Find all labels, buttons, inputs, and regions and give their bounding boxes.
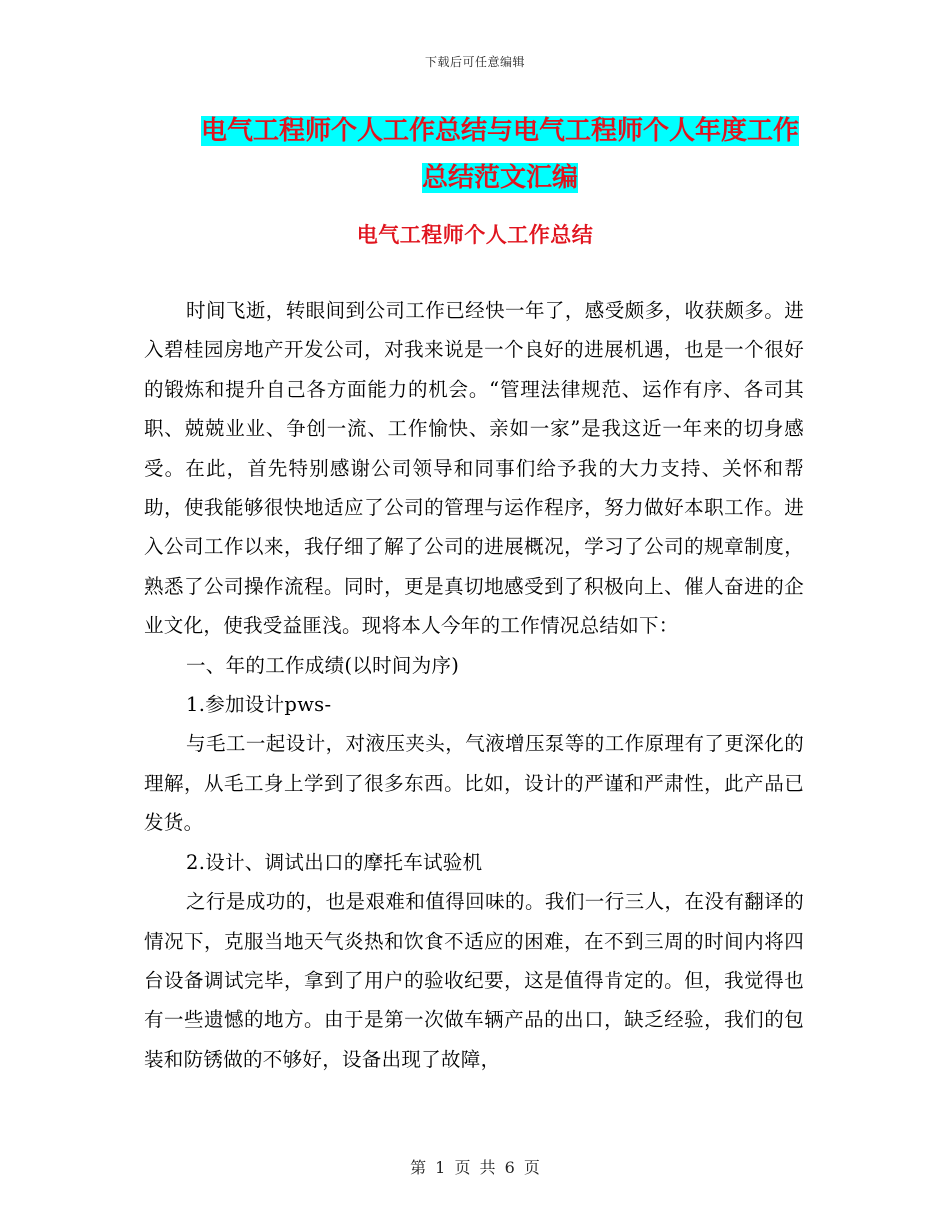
paragraph-item-2-heading: 2.设计、调试出口的摩托车试验机 <box>186 850 483 874</box>
section-title: 电气工程师个人工作总结 <box>356 223 594 247</box>
header-note: 下载后可任意编辑 <box>424 55 525 69</box>
paragraph-item-1-body: 与毛工一起设计，对液压夹头，气液增压泵等的工作原理有了更深化的理解，从毛工身上学到了很多东西。比如，设计的严谨和严肃性，此产品已发货。 <box>144 732 804 835</box>
paragraph-item-2-body: 之行是成功的，也是艰难和值得回味的。我们一行三人，在没有翻译的情况下，克服当地天气炎热和饮食不适应的困难，在不到三周的时间内将四台设备调试完毕，拿到了用户的验收纪要，这是值得肯定的。但，我觉得也有一些遗憾的地方。由于是第一次做车辆产品的出口，缺乏经验，我们的包装和防锈做的不够好，设备出现了故障， <box>144 890 804 1071</box>
document-title <box>190 108 810 202</box>
page-number: 第 1 页 共 6 页 <box>410 1158 540 1177</box>
paragraph-intro: 时间飞逝，转眼间到公司工作已经快一年了，感受颇多，收获颇多。进入碧桂园房地产开发公司，对我来说是一个良好的进展机遇，也是一个很好的锻炼和提升自己各方面能力的机会。“管理法律规范、运作有序、各司其职、兢兢业业、争创一流、工作愉快、亲如一家”是我这近一年来的切身感受。在此，首先特别感谢公司领导和同事们给予我的大力支持、关怀和帮助，使我能够很快地适应了公司的管理与运作程序，努力做好本职工作。进入公司工作以来，我仔细了解了公司的进展概况，学习了公司的规章制度，熟悉了公司操作流程。同时，更是真切地感受到了积极向上、催人奋进的企业文化，使我受益匪浅。现将本人今年的工作情况总结如下： <box>144 299 804 638</box>
document-body <box>144 291 804 1079</box>
document-title-line-2: 总结范文汇编 <box>421 163 578 193</box>
paragraph-heading-achievements: 一、年的工作成绩(以时间为序) <box>186 653 460 677</box>
paragraph-item-1-heading: 1.参加设计pws- <box>186 693 332 717</box>
document-title-line-1: 电气工程师个人工作总结与电气工程师个人年度工作 <box>200 116 799 146</box>
